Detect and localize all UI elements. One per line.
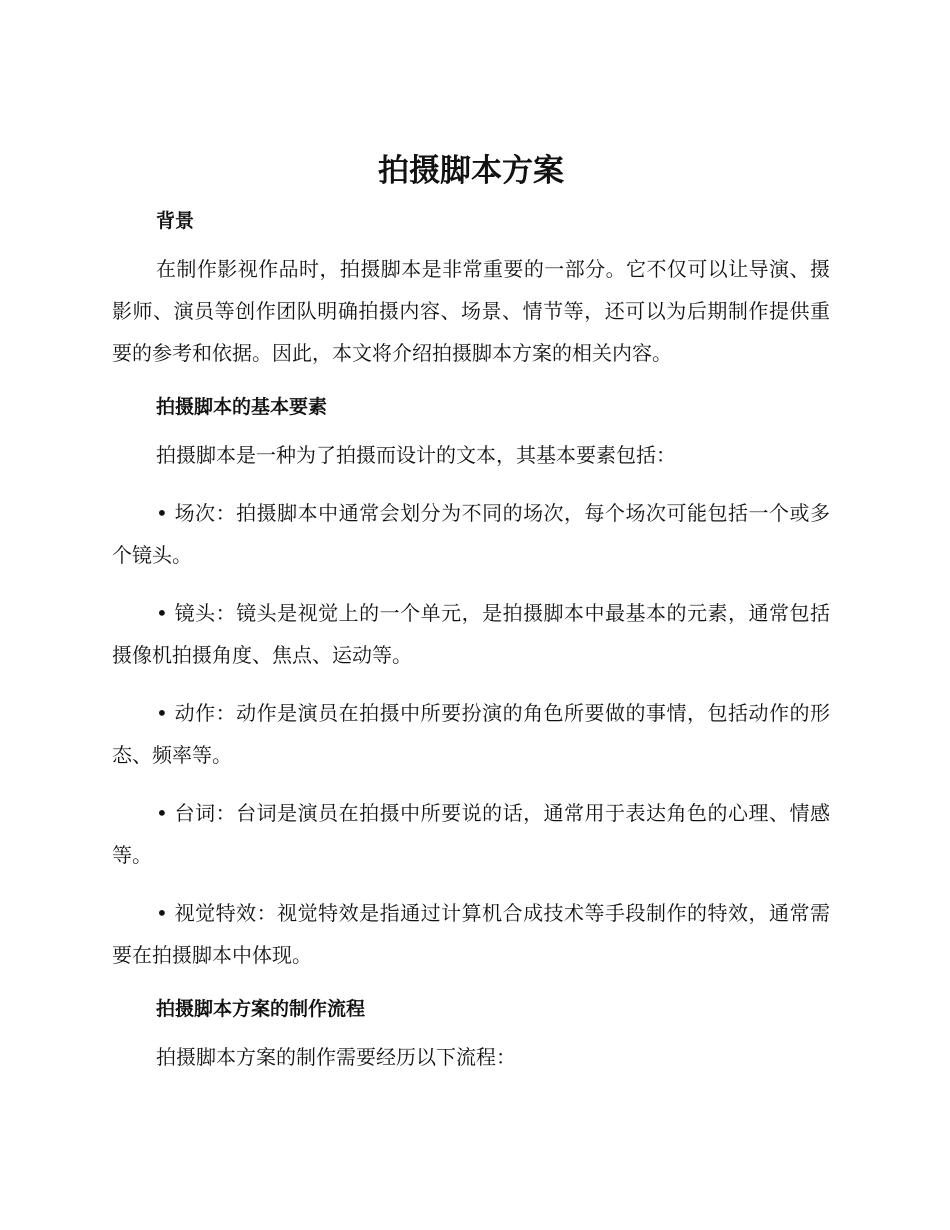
document-title: 拍摄脚本方案 — [378, 153, 564, 189]
list-item: • 台词：台词是演员在拍摄中所要说的话，通常用于表达角色的心理、情感等。 — [112, 801, 830, 867]
paragraph: 拍摄脚本是一种为了拍摄而设计的文本，其基本要素包括： — [156, 443, 676, 467]
section-basic-elements — [112, 392, 830, 976]
paragraph: 在制作影视作品时，拍摄脚本是非常重要的一部分。它不仅可以让导演、摄影师、演员等创作团队明确拍摄内容、场景、情节等，还可以为后期制作提供重要的参考和依据。因此，本文将介绍拍摄脚本方案的相关内容。 — [112, 257, 830, 365]
section-heading: 背景 — [156, 210, 195, 232]
list-item: • 视觉特效：视觉特效是指通过计算机合成技术等手段制作的特效，通常需要在拍摄脚本中体现。 — [112, 901, 830, 967]
section-heading: 拍摄脚本方案的制作流程 — [156, 998, 366, 1020]
list-item: • 镜头：镜头是视觉上的一个单元，是拍摄脚本中最基本的元素，通常包括摄像机拍摄角度、焦点、运动等。 — [112, 601, 830, 667]
section-heading: 拍摄脚本的基本要素 — [156, 396, 328, 418]
section-workflow — [112, 994, 830, 1078]
list-item: • 动作：动作是演员在拍摄中所要扮演的角色所要做的事情，包括动作的形态、频率等。 — [112, 701, 830, 767]
paragraph: 拍摄脚本方案的制作需要经历以下流程： — [156, 1045, 516, 1069]
list-item: • 场次：拍摄脚本中通常会划分为不同的场次，每个场次可能包括一个或多个镜头。 — [112, 501, 830, 567]
section-background — [112, 206, 830, 374]
